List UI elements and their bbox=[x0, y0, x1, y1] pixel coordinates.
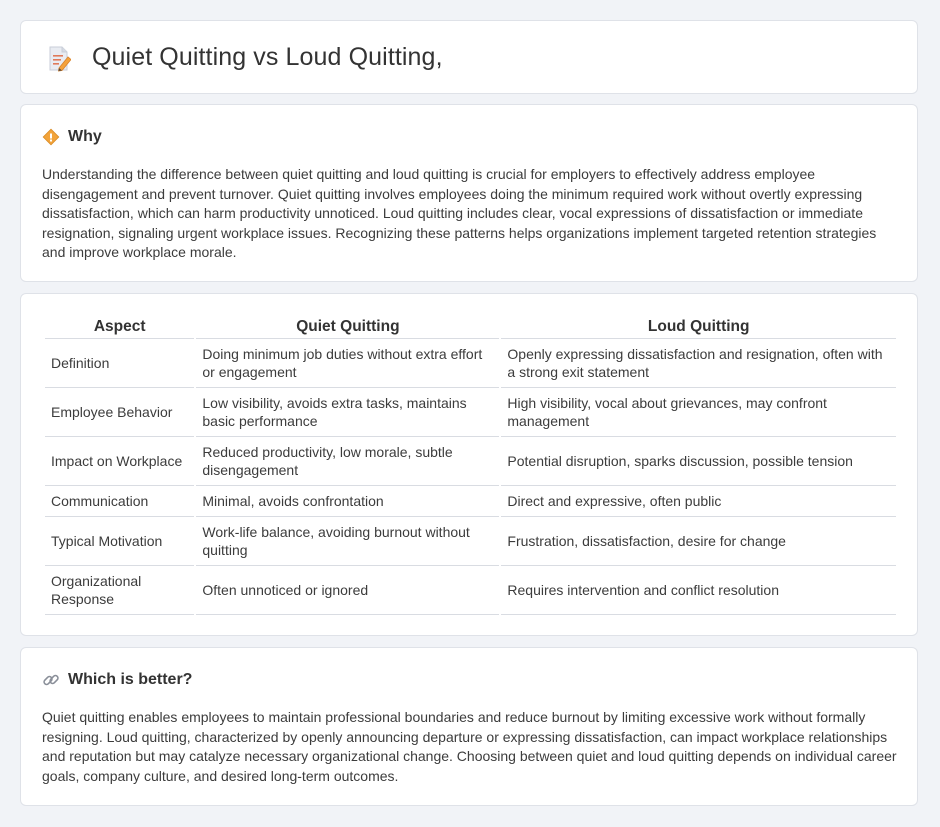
aspect-cell: Employee Behavior bbox=[45, 388, 194, 437]
header-quiet-quitting: Quiet Quitting bbox=[196, 316, 499, 339]
better-text: Quiet quitting enables employees to maintain professional boundaries and reduce burnout by limiting excessive work without formally resigning. Loud quitting, characterized by openly announcing departure or expressing dissatisfaction, can impact workplace relationships and reputation but may catalyze necessary organizational change. Choosing between quiet and loud quitting depends on individual career goals, company culture, and desired long-term outcomes. bbox=[42, 709, 897, 784]
aspect-cell: Definition bbox=[45, 339, 194, 388]
link-icon bbox=[42, 671, 60, 689]
table-row bbox=[45, 437, 896, 486]
why-title: Why bbox=[68, 128, 102, 145]
table-row bbox=[45, 486, 896, 517]
better-title: Which is better? bbox=[68, 671, 193, 688]
loud-cell: High visibility, vocal about grievances, may confront management bbox=[501, 388, 896, 437]
diamond-sign-icon bbox=[42, 128, 60, 146]
quiet-cell: Often unnoticed or ignored bbox=[196, 566, 499, 615]
loud-cell: Openly expressing dissatisfaction and resignation, often with a strong exit statement bbox=[501, 339, 896, 388]
loud-cell: Potential disruption, sparks discussion, possible tension bbox=[501, 437, 896, 486]
aspect-cell: Communication bbox=[45, 486, 194, 517]
quiet-cell: Low visibility, avoids extra tasks, maintains basic performance bbox=[196, 388, 499, 437]
quiet-cell: Minimal, avoids confrontation bbox=[196, 486, 499, 517]
document-pencil-icon bbox=[47, 46, 71, 72]
table-row bbox=[45, 339, 896, 388]
quiet-cell: Doing minimum job duties without extra effort or engagement bbox=[196, 339, 499, 388]
loud-cell: Frustration, dissatisfaction, desire for change bbox=[501, 517, 896, 566]
page-title: Quiet Quitting vs Loud Quitting, bbox=[92, 43, 443, 71]
table-row bbox=[45, 388, 896, 437]
header-aspect: Aspect bbox=[45, 316, 194, 339]
table-row bbox=[45, 517, 896, 566]
aspect-cell: Organizational Response bbox=[45, 566, 194, 615]
loud-cell: Direct and expressive, often public bbox=[501, 486, 896, 517]
table-header-row bbox=[45, 316, 896, 339]
comparison-card bbox=[20, 293, 918, 636]
quiet-cell: Work-life balance, avoiding burnout without quitting bbox=[196, 517, 499, 566]
comparison-table bbox=[43, 316, 898, 615]
why-section bbox=[20, 104, 918, 282]
header-card bbox=[20, 20, 918, 94]
better-heading bbox=[42, 671, 192, 689]
table-row bbox=[45, 566, 896, 615]
why-text: Understanding the difference between quiet quitting and loud quitting is crucial for employers to effectively address employee disengagement and prevent turnover. Quiet quitting involves employees doing the minimum required work without overtly expressing dissatisfaction, which can harm productivity unnoticed. Loud quitting includes clear, vocal expressions of dissatisfaction or immediate resignation, signaling urgent workplace issues. Recognizing these patterns helps organizations implement targeted retention strategies and improve workplace morale. bbox=[42, 166, 877, 261]
quiet-cell: Reduced productivity, low morale, subtle disengagement bbox=[196, 437, 499, 486]
header-loud-quitting: Loud Quitting bbox=[501, 316, 896, 339]
which-is-better-section bbox=[20, 647, 918, 806]
aspect-cell: Typical Motivation bbox=[45, 517, 194, 566]
loud-cell: Requires intervention and conflict resolution bbox=[501, 566, 896, 615]
why-heading bbox=[42, 128, 102, 146]
aspect-cell: Impact on Workplace bbox=[45, 437, 194, 486]
